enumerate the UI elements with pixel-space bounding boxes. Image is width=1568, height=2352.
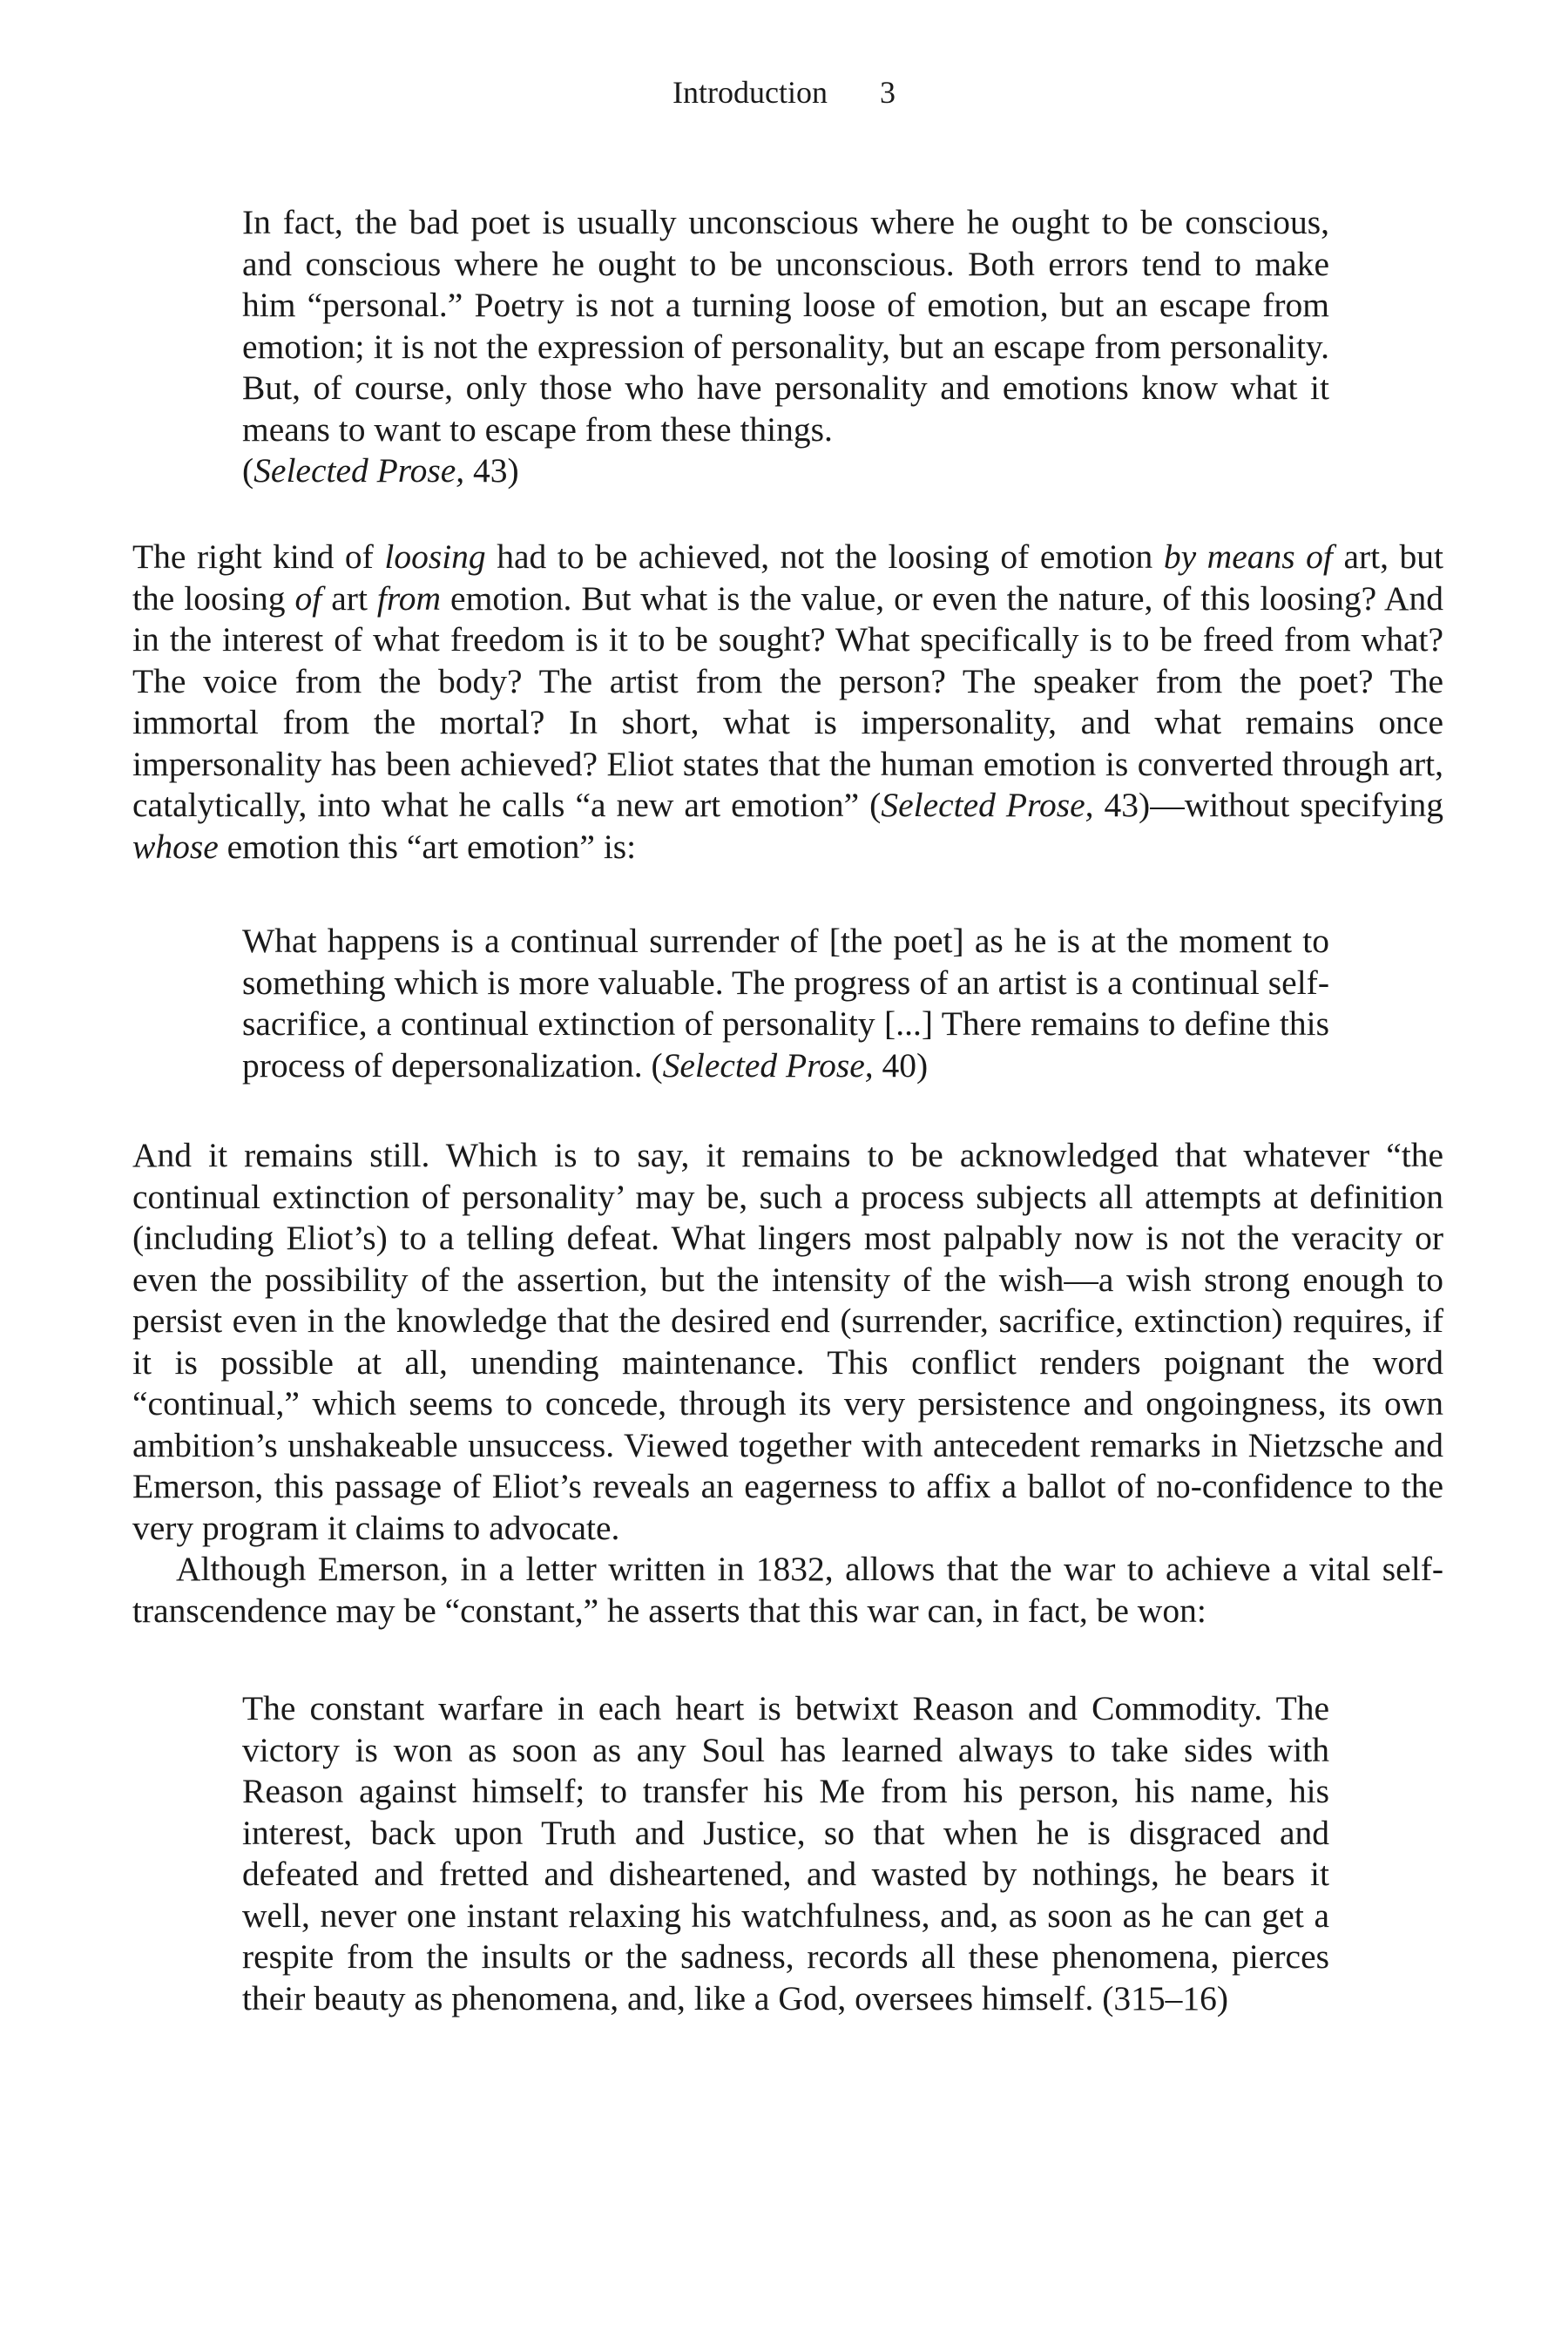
paragraph-1-emphasis: by means of bbox=[1163, 537, 1333, 576]
paragraph-1-emphasis: Selected Prose, bbox=[881, 786, 1094, 824]
block-quote-1 bbox=[242, 202, 1329, 492]
block-quote-2 bbox=[242, 921, 1329, 1086]
paragraph-2: And it remains still. Which is to say, it remains to be acknowledged that whatever “the continual extinction of personality’ may be, such a process subjects all attempts at definition (including Eliot’s) to a telling defeat. What lingers most palpably now is not the veracity or even the possibility of the assertion, but the intensity of the wish—a wish strong enough to persist even in the knowledge that the desired end (surrender, sacrifice, extinction) requires, if it is possible at all, unending maintenance. This conflict renders poignant the word “continual,” which seems to concede, through its very persistence and ongoingness, its own ambition’s unshakeable unsuccess. Viewed together with antecedent remarks in Nietzsche and Emerson, this passage of Eliot’s reveals an eagerness to affix a ballot of no-confidence to the very program it claims to advocate. bbox=[132, 1136, 1443, 1547]
paragraph-1-text bbox=[132, 537, 1443, 868]
quote-2-cite-page: 40) bbox=[873, 1045, 929, 1085]
block-quote-3-text: The constant warfare in each heart is betwixt Reason and Commodity. The victory is won as soon as any Soul has learned always to take sides with Reason against himself; to transfer his Me from his person, his name, his interest, back upon Truth and Justice, so that when he is disgraced and defeated and fretted and disheartened, and wasted by nothings, he bears it well, never one instant relaxing his watchfulness, and, as soon as he can get a respite from the insults or the sadness, records all these phenomena, pierces their beauty as phenomena, and, like a God, oversees himself. (315–16) bbox=[242, 1689, 1329, 2017]
paragraph-1-run: emotion. But what is the value, or even the nature, of this loosing? And in the interest of what freedom is it to be sought? What specifically is to be freed from what? The voice from the body? The artist from the person? The speaker from the poet? The immortal from the mortal? In short, what is impersonality, and what remains once impersonality has been achieved? Eliot states that the human emotion is converted through art, catalytically, into what he calls “a new art emotion” ( bbox=[132, 578, 1443, 824]
paragraph-1-run: 43)—without specifying bbox=[1093, 786, 1443, 824]
quote-1-cite-page: 43) bbox=[464, 451, 519, 490]
quote-1-body: In fact, the bad poet is usually unconscious where he ought to be conscious, and conscious where he ought to be unconscious. Both errors tend to make him “personal.” Poetry is not a turning loose of emotion, but an escape from emotion; it is not the expression of personality, but an escape from personality. But, of course, only those who have personality and emotions know what it means to want to escape from these things. bbox=[242, 203, 1329, 449]
paragraph-1-emphasis: loosing bbox=[384, 537, 486, 576]
paragraph-1-run: art, but the loosing bbox=[132, 537, 1443, 618]
block-quote-3 bbox=[242, 1688, 1329, 2019]
paragraph-3: Although Emerson, in a letter written in 1832, allows that the war to achieve a vital self-transcendence may be “constant,” he asserts that this war can, in fact, be won: bbox=[132, 1550, 1443, 1630]
paragraph-1-run: had to be achieved, not the loosing of emotion bbox=[485, 537, 1164, 576]
paragraph-1-emphasis: from bbox=[376, 578, 442, 618]
block-quote-2-text bbox=[242, 921, 1329, 1086]
paragraph-1-run: The right kind of bbox=[132, 537, 385, 576]
paragraph-1-emphasis: whose bbox=[132, 827, 219, 866]
chapter-title: Introduction bbox=[672, 75, 828, 110]
paragraph-1-run: emotion this “art emotion” is: bbox=[218, 827, 637, 866]
quote-2-body: What happens is a continual surrender of [the poet] as he is at the moment to something which is more valuable. The progress of an artist is a continual self-sacrifice, a continual extinction of personality [...] There remains to define this process of depersonalization. bbox=[242, 922, 1329, 1085]
page-number: 3 bbox=[879, 75, 896, 110]
quote-1-cite-open: ( bbox=[242, 451, 254, 490]
paragraph-1 bbox=[132, 537, 1443, 868]
quote-1-cite-title: Selected Prose, bbox=[253, 451, 465, 490]
quote-2-cite-title: Selected Prose, bbox=[662, 1045, 874, 1085]
paragraph-1-emphasis: of bbox=[294, 578, 322, 618]
paragraph-1-run: art bbox=[321, 578, 377, 618]
paragraph-2-group bbox=[132, 1135, 1443, 1632]
running-header bbox=[0, 71, 1568, 113]
block-quote-1-text bbox=[242, 202, 1329, 492]
quote-2-cite-open: ( bbox=[642, 1045, 663, 1085]
